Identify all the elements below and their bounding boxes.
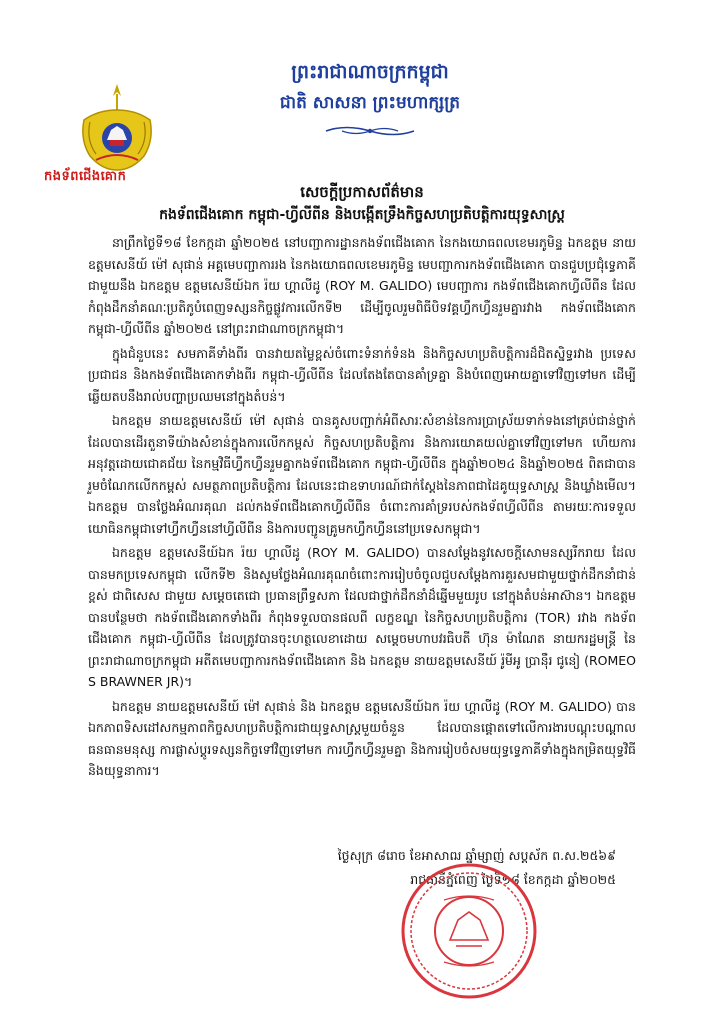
kingdom-title: ព្រះរាជាណាចក្រកម្ពុជា	[291, 61, 449, 83]
unit-name: កងទ័ពជើងគោក	[44, 169, 127, 184]
date-lunar: ថ្ងៃសុក្រ ៨រោច ខែអាសាឍ ឆ្នាំម្សាញ់ សប្តស័ក ព.ស.២៥៦៩	[337, 848, 616, 863]
press-release-title: សេចក្តីប្រកាសព័ត៌មាន	[300, 183, 424, 201]
document-body	[88, 232, 636, 785]
ornament-divider-icon	[322, 124, 418, 138]
paragraph-2: ក្នុងជំនួបនេះ សមភាគីទាំងពីរ បានវាយតម្លៃខ្ពស់ចំពោះទំនាក់ទំនង និងកិច្ចសហប្រតិបត្តិការដ៏ជិតស្និទ្ធរវាង ប្រទេស ប្រជាជន និងកងទ័ពជើងគោកទាំងពីរ កម្ពុជា-ហ្វីលីពីន ដែលតែងតែបានគាំទ្រគ្នា និងបំពេញអោយគ្នាទៅវិញទៅមក ដើម្បីឆ្លើយតបនឹងរាល់បញ្ហាប្រឈមនៅក្នុងតំបន់។	[88, 345, 636, 404]
date-solar: រាជធានីភ្នំពេញ ថ្ងៃទី១៨ ខែកក្កដា ឆ្នាំ២០២៥	[410, 872, 616, 887]
paragraph-5: ឯកឧត្តម នាយឧត្តមសេនីយ៍ ម៉ៅ សុផាន់ និង ឯកឧត្តម ឧត្តមសេនីយ៍ឯក រ៉យ ហ្គាលីដូ (ROY M. GALIDO) បានឯកភាពទិសដៅសកម្មភាពកិច្ចសហប្រតិបត្តិការជាយុទ្ធសាស្ត្រមួយចំនួន ដែលបានផ្តោតទៅលើការងារបណ្តុះបណ្តាលធនធានមនុស្ស ការផ្លាស់ប្តូរទស្សនកិច្ចទៅវិញទៅមក ការហ្វឹកហ្វឺនរួមគ្នា និងការរៀបចំសមយុទ្ធទ្វេភាគីទាំងក្នុងកម្រិតយុទ្ធវិធី និងយុទ្ធនាការ។	[88, 698, 636, 778]
army-emblem-icon	[76, 80, 158, 172]
paragraph-1: នាព្រឹកថ្ងៃទី១៨ ខែកក្កដា ឆ្នាំ២០២៥ នៅបញ្ជាការដ្ឋានកងទ័ពជើងគោក នៃកងយោធពលខេមរភូមិន្ទ ឯកឧត្តម នាយឧត្តមសេនីយ៍ ម៉ៅ សុផាន់ អគ្គមេបញ្ជាការរង នៃកងយោធពលខេមរភូមិន្ទ មេបញ្ជាការកងទ័ពជើងគោក បានជួបប្រជុំទ្វេភាគីជាមួយនឹង ឯកឧត្តម ឧត្តមសេនីយ៍ឯក រ៉យ ហ្គាលីដូ (ROY M. GALIDO) មេបញ្ជាការ កងទ័ពជើងគោកហ្វីលីពីន ដែលកំពុងដឹកនាំគណៈប្រតិភូបំពេញទស្សនកិច្ចផ្លូវការលើកទី២ ដើម្បីចូលរួមពិធីបិទវគ្គហ្វឹកហ្វឺនរួមគ្នារវាង កងទ័ពជើងគោកកម្ពុជា-ហ្វីលីពីន ឆ្នាំ២០២៥ នៅព្រះរាជាណាចក្រកម្ពុជា។	[88, 235, 636, 336]
national-motto: ជាតិ សាសនា ព្រះមហាក្សត្រ	[279, 93, 461, 113]
paragraph-4: ឯកឧត្តម ឧត្តមសេនីយ៍ឯក រ៉យ ហ្គាលីដូ (ROY M. GALIDO) បានសម្តែងនូវសេចក្តីសោមនស្សរីករាយ ដែលបានមកប្រទេសកម្ពុជា លើកទី២ និងសូមថ្លែងអំណរគុណចំពោះការរៀបចំចូលជួបសម្តែងការគួរសមជាមួយថ្នាក់ដឹកនាំជាន់ខ្ពស់ ជាពិសេស ជាមួយ សម្តេចតេជោ ប្រធានព្រឹទ្ធសភា ដែលជាថ្នាក់ដឹកនាំដ៏ឆ្នើមមួយរូប នៅក្នុងតំបន់អាស៊ាន។ ឯកឧត្តម បានបន្ថែមថា កងទ័ពជើងគោកទាំងពីរ កំពុងទទួលបានផលពី លក្ខខណ្ឌ នៃកិច្ចសហប្រតិបត្តិការ (TOR) រវាង កងទ័ពជើងគោក កម្ពុជា-ហ្វីលីពីន ដែលត្រូវបានចុះហត្ថលេខាដោយ សម្តេចមហាបវរធិបតី ហ៊ុន ម៉ាណែត នាយករដ្ឋមន្ត្រី នៃព្រះរាជាណាចក្រកម្ពុជា អតីតមេបញ្ជាការកងទ័ពជើងគោក និង ឯកឧត្តម នាយឧត្តមសេនីយ៍ រ៉ូមីអូ ប្រាន៉ឺរ ជូនៀ (ROMEO S BRAWNER JR)។	[88, 545, 636, 689]
official-seal-icon	[398, 860, 540, 1002]
paragraph-3: ឯកឧត្តម នាយឧត្តមសេនីយ៍ ម៉ៅ សុផាន់ បានគូសបញ្ជាក់អំពីសារៈសំខាន់នៃការប្រាស្រ័យទាក់ទងនៅគ្រប់ជាន់ថ្នាក់ ដែលបានដើរតួនាទីយ៉ាងសំខាន់ក្នុងការលើកកម្ពស់ កិច្ចសហប្រតិបត្តិការ និងការយោគយល់គ្នាទៅវិញទៅមក ហើយការអនុវត្តដោយជោគជ័យ នៃកម្មវិធីហ្វឹកហ្វឺនរួមគ្នាកងទ័ពជើងគោក កម្ពុជា-ហ្វីលីពីន ក្នុងឆ្នាំ២០២៤ និងឆ្នាំ២០២៥ ពិតជាបានរួមចំណែកលើកកម្ពស់ សមត្ថភាពប្រតិបត្តិការ ដែលនេះជាឧទាហរណ៍ជាក់ស្តែងនៃភាពជាដៃគូយុទ្ធសាស្ត្រ និងឃ្លាំងមើល។ ឯកឧត្តម បានថ្លែងអំណរគុណ ដល់កងទ័ពជើងគោកហ្វីលីពីន ចំពោះការគាំទ្ររបស់កងទ័ពហ្វីលីពីន តាមរយៈការទទួលយោធិនកម្ពុជាទៅហ្វឹកហ្វឺននៅហ្វីលីពីន និងការបញ្ជូនគ្រូមកហ្វឹកហ្វឺននៅប្រទេសកម្ពុជា។	[88, 413, 636, 536]
press-release-subtitle: កងទ័ពជើងគោក កម្ពុជា-ហ្វីលីពីន និងបង្កើតទ្រឹងកិច្ចសហប្រតិបត្តិការយុទ្ធសាស្ត្រ	[159, 207, 565, 223]
